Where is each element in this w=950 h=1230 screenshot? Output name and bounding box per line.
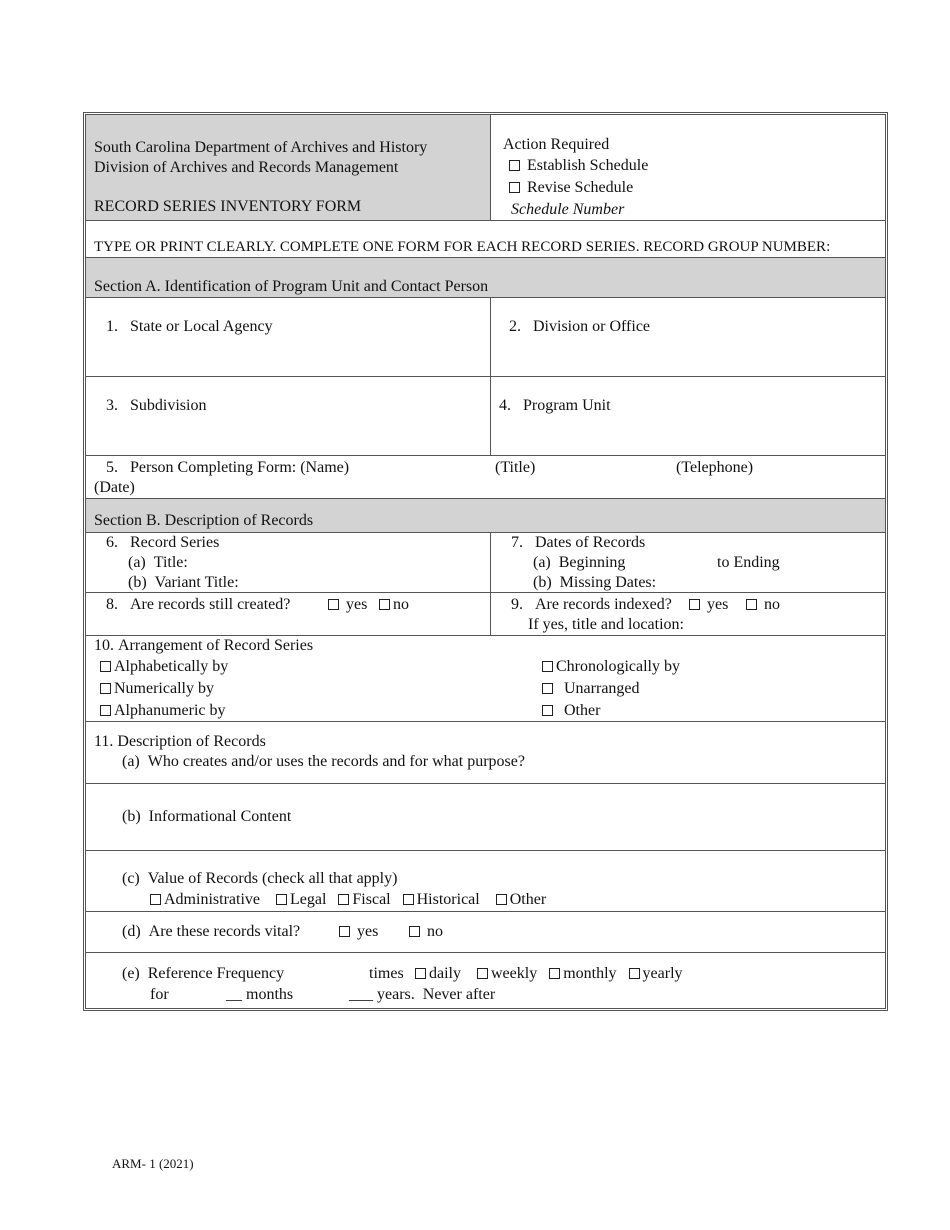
administrative-label: Administrative xyxy=(164,891,260,908)
division-office-field[interactable] xyxy=(490,298,885,376)
form-number-footer: ARM- 1 (2021) xyxy=(112,1156,194,1171)
fields-1-2-row xyxy=(86,297,885,376)
action-required-label: Action Required xyxy=(503,136,610,153)
still-created-no-option[interactable] xyxy=(379,595,409,615)
person-completing-row[interactable] xyxy=(86,455,885,498)
instructions-text: TYPE OR PRINT CLEARLY. COMPLETE ONE FORM FOR EACH RECORD SERIES. RECORD GROUP NUMBER: xyxy=(94,239,831,255)
division-name: Division of Archives and Records Management xyxy=(94,159,399,176)
action-required-cell xyxy=(490,115,885,220)
section-a-header xyxy=(86,257,885,297)
beginning-label: (a) Beginning xyxy=(533,554,626,571)
form-header xyxy=(86,115,885,220)
subdivision-label: 3. Subdivision xyxy=(106,397,207,414)
chronologically-checkbox[interactable] xyxy=(542,661,553,672)
description-label: 11. Description of Records xyxy=(94,733,266,750)
state-local-agency-field[interactable] xyxy=(86,298,490,376)
indexed-yes-checkbox[interactable] xyxy=(689,599,700,610)
still-created-yes-checkbox[interactable] xyxy=(328,599,339,610)
months-field[interactable]: __ months xyxy=(226,986,294,1003)
other-value-label: Other xyxy=(509,891,547,908)
still-created-no-checkbox[interactable] xyxy=(379,599,390,610)
state-local-agency-label: 1. State or Local Agency xyxy=(106,318,273,335)
yearly-checkbox[interactable] xyxy=(629,968,640,979)
subdivision-field[interactable] xyxy=(86,377,490,455)
division-office-label: 2. Division or Office xyxy=(509,318,651,335)
establish-schedule-label: Establish Schedule xyxy=(527,157,649,174)
historical-checkbox[interactable] xyxy=(403,894,414,905)
agency-header-cell xyxy=(86,115,490,220)
alphanumeric-checkbox[interactable] xyxy=(100,705,111,716)
title-label: (a) Title: xyxy=(128,554,188,571)
form-title: RECORD SERIES INVENTORY FORM xyxy=(94,198,362,215)
chronologically-label: Chronologically by xyxy=(556,658,680,675)
other-value-option[interactable] xyxy=(496,891,546,908)
who-creates-label: (a) Who creates and/or uses the records and for what purpose? xyxy=(122,753,525,770)
chronologically-option[interactable] xyxy=(542,657,680,677)
fields-3-4-row xyxy=(86,376,885,455)
description-row[interactable] xyxy=(86,721,885,783)
historical-option[interactable] xyxy=(403,891,480,908)
yearly-label: yearly xyxy=(642,965,683,982)
reference-frequency-label: (e) Reference Frequency xyxy=(122,965,285,982)
program-unit-field[interactable] xyxy=(490,377,885,455)
informational-content-row[interactable] xyxy=(86,783,885,850)
record-series-label: 6. Record Series xyxy=(106,534,220,551)
section-b-title: Section B. Description of Records xyxy=(94,512,314,529)
ending-label: to Ending xyxy=(717,554,780,571)
indexed-field xyxy=(490,593,885,635)
other-arrangement-option[interactable] xyxy=(542,701,600,721)
instructions-row xyxy=(86,220,885,257)
date-label: (Date) xyxy=(94,479,135,496)
section-b-header xyxy=(86,498,885,532)
alphabetically-label: Alphabetically by xyxy=(114,658,229,675)
dates-of-records-label: 7. Dates of Records xyxy=(511,534,646,551)
other-arrangement-checkbox[interactable] xyxy=(542,705,553,716)
unarranged-label: Unarranged xyxy=(564,680,640,697)
legal-checkbox[interactable] xyxy=(276,894,287,905)
vital-no-label: no xyxy=(427,923,443,940)
still-created-field xyxy=(86,593,490,635)
indexed-no-label: no xyxy=(764,596,780,613)
revise-schedule-option[interactable] xyxy=(509,178,633,198)
numerically-option[interactable] xyxy=(100,679,214,699)
frequency-options xyxy=(415,964,683,984)
variant-title-label: (b) Variant Title: xyxy=(128,574,239,591)
daily-option[interactable] xyxy=(415,965,461,982)
still-created-yes-label: yes xyxy=(346,596,368,613)
alphanumeric-option[interactable] xyxy=(100,701,226,721)
numerically-label: Numerically by xyxy=(114,680,214,697)
section-a-title: Section A. Identification of Program Unit and Contact Person xyxy=(94,278,489,295)
fields-6-7-row xyxy=(86,532,885,592)
still-created-label: 8. Are records still created? xyxy=(106,596,291,613)
vital-no-checkbox[interactable] xyxy=(409,926,420,937)
numerically-checkbox[interactable] xyxy=(100,683,111,694)
alphanumeric-label: Alphanumeric by xyxy=(114,702,226,719)
unarranged-option[interactable] xyxy=(542,679,640,699)
monthly-option[interactable] xyxy=(549,965,616,982)
monthly-checkbox[interactable] xyxy=(549,968,560,979)
monthly-label: monthly xyxy=(563,965,617,982)
reference-frequency-row xyxy=(86,952,885,1008)
administrative-checkbox[interactable] xyxy=(150,894,161,905)
indexed-no-option[interactable] xyxy=(746,595,780,615)
years-field[interactable]: ___ years. Never after xyxy=(349,986,496,1003)
fiscal-option[interactable] xyxy=(338,891,390,908)
value-of-records-label: (c) Value of Records (check all that apply) xyxy=(122,870,398,887)
still-created-yes-option[interactable] xyxy=(328,595,367,615)
times-label: times xyxy=(369,965,404,982)
informational-content-label: (b) Informational Content xyxy=(122,808,292,825)
vital-no-option[interactable] xyxy=(409,922,443,942)
revise-schedule-checkbox[interactable] xyxy=(509,182,520,193)
vital-yes-checkbox[interactable] xyxy=(339,926,350,937)
value-options xyxy=(150,890,546,910)
daily-label: daily xyxy=(429,965,461,982)
indexed-yes-option[interactable] xyxy=(689,595,728,615)
weekly-label: weekly xyxy=(491,965,538,982)
legal-label: Legal xyxy=(289,891,327,908)
fields-8-9-row xyxy=(86,592,885,635)
daily-checkbox[interactable] xyxy=(415,968,426,979)
alphabetically-option[interactable] xyxy=(100,657,228,677)
indexed-no-checkbox[interactable] xyxy=(746,599,757,610)
vital-records-label: (d) Are these records vital? xyxy=(122,923,301,940)
fiscal-checkbox[interactable] xyxy=(338,894,349,905)
arrangement-row xyxy=(86,635,885,721)
arrangement-label: 10. Arrangement of Record Series xyxy=(94,637,314,654)
yearly-option[interactable] xyxy=(629,965,683,982)
indexed-note[interactable]: If yes, title and location: xyxy=(528,616,684,633)
dates-of-records-field[interactable] xyxy=(490,533,885,592)
still-created-no-label: no xyxy=(393,596,409,613)
record-series-inventory-form xyxy=(83,112,888,1011)
other-arrangement-label: Other xyxy=(564,702,601,719)
indexed-yes-label: yes xyxy=(707,596,729,613)
historical-label: Historical xyxy=(416,891,480,908)
administrative-option[interactable] xyxy=(150,891,260,908)
weekly-option[interactable] xyxy=(477,965,537,982)
value-of-records-row xyxy=(86,850,885,911)
weekly-checkbox[interactable] xyxy=(477,968,488,979)
establish-schedule-checkbox[interactable] xyxy=(509,160,520,171)
vital-records-row xyxy=(86,911,885,952)
missing-dates-label: (b) Missing Dates: xyxy=(533,574,657,591)
schedule-number-label: Schedule Number xyxy=(511,201,625,218)
other-value-checkbox[interactable] xyxy=(496,894,507,905)
indexed-label: 9. Are records indexed? xyxy=(511,596,672,613)
establish-schedule-option[interactable] xyxy=(509,156,648,176)
vital-yes-option[interactable] xyxy=(339,922,378,942)
agency-name: South Carolina Department of Archives and History xyxy=(94,139,428,156)
revise-schedule-label: Revise Schedule xyxy=(527,179,634,196)
record-series-field[interactable] xyxy=(86,533,490,592)
program-unit-label: 4. Program Unit xyxy=(499,397,611,414)
for-label: for xyxy=(150,986,169,1003)
unarranged-checkbox[interactable] xyxy=(542,683,553,694)
fiscal-label: Fiscal xyxy=(352,891,391,908)
alphabetically-checkbox[interactable] xyxy=(100,661,111,672)
person-name-label: 5. Person Completing Form: (Name) xyxy=(106,459,350,476)
person-title-label: (Title) xyxy=(495,459,536,476)
vital-yes-label: yes xyxy=(357,923,379,940)
legal-option[interactable] xyxy=(276,891,326,908)
telephone-label: (Telephone) xyxy=(676,459,754,476)
